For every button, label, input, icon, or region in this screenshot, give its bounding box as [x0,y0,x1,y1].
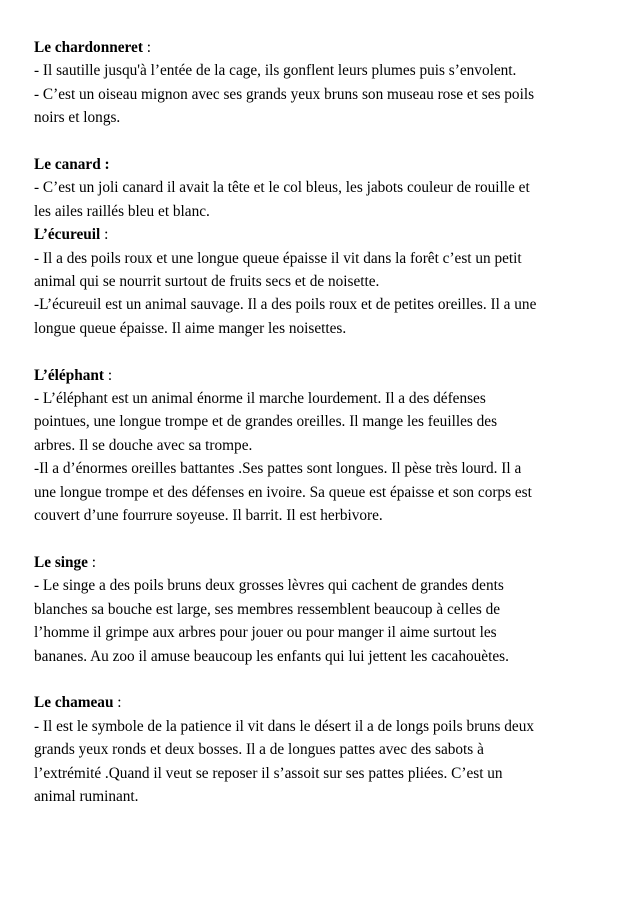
text-line: -Il a d’énormes oreilles battantes .Ses pattes sont longues. Il pèse très lourd. Il a [34,460,522,478]
text-line: animal qui se nourrit surtout de fruits secs et de noisette. [34,273,380,291]
text-line: bananes. Au zoo il amuse beaucoup les enfants qui lui jettent les cacahouètes. [34,647,509,665]
section-title: Le chardonneret [34,39,143,56]
text-line: longue queue épaisse. Il aime manger les noisettes. [34,319,347,337]
section-chardonneret [34,36,614,130]
section-heading [34,364,614,387]
text-line: - L’éléphant est un animal énorme il marche lourdement. Il a des défenses [34,390,486,408]
paragraph-gap [34,668,614,691]
text-line: animal ruminant. [34,787,139,805]
section-title: L’éléphant [34,366,104,384]
section-canard [34,153,614,223]
section-title: Le singe [34,553,88,571]
section-title: Le canard : [34,156,110,174]
text-line: couvert d’une fourrure soyeuse. Il barrit. Il est herbivore. [34,507,383,525]
text-line: arbres. Il se douche avec sa trompe. [34,436,253,454]
section-singe [34,551,614,668]
section-heading [34,223,614,246]
section-title-suffix: : [100,226,109,244]
text-line: noirs et longs. [34,109,121,127]
text-line: une longue trompe et des défenses en ivoire. Sa queue est épaisse et son corps est [34,483,532,501]
paragraph-gap [34,130,614,153]
section-heading [34,36,614,59]
section-title-suffix: : [113,694,122,712]
section-title-suffix: : [142,39,151,56]
text-line: les ailes raillés bleu et blanc. [34,202,210,220]
text-line: grands yeux ronds et deux bosses. Il a de longues pattes avec des sabots à [34,741,484,759]
text-line: -L’écureuil est un animal sauvage. Il a des poils roux et de petites oreilles. Il a une [34,296,537,314]
text-line: pointues, une longue trompe et de grandes oreilles. Il mange les feuilles des [34,413,498,431]
section-heading [34,551,614,574]
section-title: L’écureuil [34,226,101,244]
text-line: - Il est le symbole de la patience il vit dans le désert il a de longs poils bruns deux [34,717,535,735]
paragraph-gap [34,528,614,551]
text-line: - Il a des poils roux et une longue queue épaisse il vit dans la forêt c’est un petit [34,249,522,267]
text-line: - C’est un oiseau mignon avec ses grands yeux bruns son museau rose et ses poils [34,85,535,103]
section-chameau [34,691,614,808]
text-line: l’homme il grimpe aux arbres pour jouer ou pour manger il aime surtout les [34,624,497,642]
section-title-suffix: : [104,366,113,384]
document-page [34,36,614,808]
section-ecureuil [34,223,614,340]
section-elephant [34,364,614,528]
text-line: - C’est un joli canard il avait la tête et le col bleus, les jabots couleur de rouille et [34,179,530,197]
text-line: blanches sa bouche est large, ses membres ressemblent beaucoup à celles de [34,600,501,618]
text-line: l’extrémité .Quand il veut se reposer il s’assoit sur ses pattes pliées. C’est un [34,764,503,782]
section-title: Le chameau [34,694,114,712]
paragraph-gap [34,340,614,363]
section-heading [34,153,614,176]
section-heading [34,691,614,714]
text-line: - Le singe a des poils bruns deux grosses lèvres qui cachent de grandes dents [34,577,504,595]
text-line: - Il sautille jusqu'à l’entée de la cage, ils gonflent leurs plumes puis s’envolent. [34,62,517,80]
section-title-suffix: : [87,553,97,571]
